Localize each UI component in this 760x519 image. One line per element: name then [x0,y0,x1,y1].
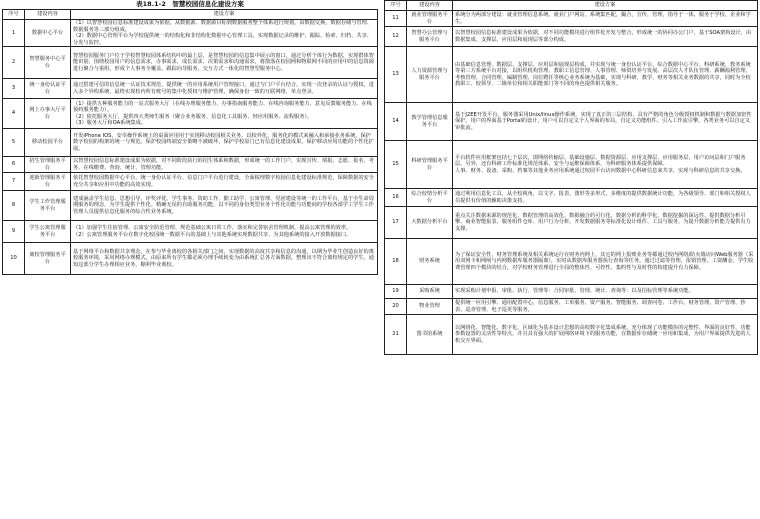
row-number: 7 [3,173,25,191]
row-number: 12 [385,27,407,47]
row-plan-content [453,315,758,355]
table-row [3,191,378,221]
plan-paragraph: 重点关注数据来源的规范化、数据管理的高效化、数据融合的可行化、数据分析的科学化、数据挖掘的深远性、提供数据分析引擎、商业智能报表、服务组件仓库、用户行为分析、开发数据服务等标准化设计组件、工具与服务，为提升数据分析能力提供有力支撑。 [455,212,751,232]
row-item-name: 统一身份认证平台 [25,79,71,99]
construction-plan-table-right [384,0,758,355]
header-content: 建设内容 [25,10,71,20]
table-header-row [3,10,378,20]
table-row [3,79,378,99]
row-item-name: 科研管理服务平台 [407,141,453,189]
row-number: 17 [385,207,407,239]
row-item-name: 学生工作管理服务平台 [25,191,71,221]
row-item-name: 移动校园平台 [25,129,71,157]
row-number: 8 [3,191,25,221]
table-row [3,173,378,191]
row-number: 3 [3,79,25,99]
row-number: 1 [3,20,25,47]
row-number: 4 [3,99,25,129]
plan-paragraph: 由基础信息管理、数据层、支撑层、应用层和展现层构成，并实现与统一身份认证平台、综合数据中心平台、科研系统、教务系统等第三方系统平台对接，以组织机构管理、教职工信息管理、人事管理、师资培养与发展、高层次人才队伍管理、薪酬福利管理、考核管理、合同管理、编制管理、岗位聘任等核心业务系统为基础，实现与科研、教学、财务等相关业务数据的共享，同时为全校教职工、校领导、二级单位和相关职能部门等不同的角色提供相关服务。 [455,61,751,87]
row-number: 9 [3,221,25,243]
row-item-name: 迎新管理服务平台 [25,173,71,191]
table-row [385,11,758,27]
row-item-name: 网上办事大厅平台 [25,99,71,129]
plan-paragraph: 以智慧校园信息标准建设成果为依据，对不同阶段执行的招生体系和数据，形成统一的工作门户，实现宣传、填报、志愿、报名、考务、在线缴费、查询、统计、管理功能。 [73,158,374,171]
row-plan-content [453,207,758,239]
table-row [3,20,378,47]
table-row [3,99,378,129]
table-row [385,189,758,207]
plan-paragraph: 平台软件应用框架包括七个层次，即网络传输层、基础设施层、数据资源层、应用支撑层、应用服务层、用户访问层和门户服务层。另外，还有科研工作标准化规范体系、安全与运维保障体系，为科研服务体系提供保障。 [455,154,746,168]
table-row [385,141,758,189]
row-item-name: 教学管理信息服务平台 [407,103,453,141]
row-plan-content [453,299,758,315]
table-row [3,243,378,275]
table-row [385,27,758,47]
plan-paragraph: 通过利用信息化工具，从全校视角，以文字、报表、图形等多形式，多维度的提供数据统计功能，为各级领导、部门和相关授权人员提供有价值的辅助决策支持。 [455,191,751,204]
row-number: 5 [3,129,25,157]
row-plan-content [453,239,758,285]
row-plan-content [71,173,378,191]
row-item-name: 人力资源管理与服务平台 [407,47,453,103]
table-row [385,299,758,315]
table-row [3,47,378,79]
row-number: 14 [385,103,407,141]
plan-paragraph: 基于网络平台和数据共享理念，在参与毕业离校的各相关部门之间，实现数据的高度共享和信息的沟通，以期为毕业生创造良好的离校服务环境，采用网络办理模式，由原来所有学生都必须办理手续转变为由系统汇总各方面数据，整理出不符合离校规定的学生，通知这部分学生办理相应业务，顺利毕业离校。 [73,248,374,268]
row-plan-content [71,243,378,275]
plan-paragraph: 以网络化、智能化、数字化、区域化为基本设计思想的高校数字化集成系统。充分体现了功能模块的完整性、界面的良好性、功能参数设置的灵活性等特点，并且具有强大的扩展网络环境下的服务功能，在数据库存储统一应用和集成，为用户界面提供先进的人机交互界面。 [455,324,751,344]
row-plan-content [71,191,378,221]
table-row [385,315,758,355]
row-item-name: 智慧服务中心平台 [25,47,71,79]
table-row [385,285,758,299]
row-item-name: 物业管理 [407,299,453,315]
row-number: 13 [385,47,407,103]
plan-paragraph: 智慧校园服务门户位于学校智慧校园体系结构中的最上层，是智慧校园的信息集中展示的窗口，通过分析个体行为数据，实现群体智能识别，围绕校园用户的信息需求，办事需求，成长需求，决策需求和沟通需求，将散落在校园网和物联网不同的应用中的信息资源进行聚合与重组，形成个人事务全覆盖，跟踪向导服务，交互方式一体化的智慧型服务中心。 [73,52,374,72]
row-item-name: 招生管理服务平台 [25,157,71,173]
plan-paragraph: 系统分为两部分建设：就业管理信息系统、就业门户网站。系统集匹配，撮合，宣传，管理，指导于一体，服务于学校、企业和学生。 [455,12,751,25]
row-plan-content [71,157,378,173]
table-row [385,239,758,285]
row-item-name: 图书馆系统 [407,315,453,355]
header-content: 建设内容 [407,1,453,11]
row-plan-content [71,129,378,157]
table-row [3,221,378,243]
right-table-column [384,0,758,355]
row-plan-content [453,141,758,189]
plan-paragraph: （2）公寓管理服务平台在数字化校园统一数据平台的基础上与其他系统实现数据共享，为其他系统的接入开放数据接口。 [73,231,352,238]
row-number: 18 [385,239,407,285]
table-row [385,207,758,239]
row-plan-content [453,11,758,27]
table-row [385,47,758,103]
header-no: 序号 [3,10,25,20]
row-number: 2 [3,47,25,79]
table-header-row [385,1,758,11]
table-row [3,157,378,173]
plan-paragraph: 建成涵盖学生信息、思想引导、评奖评优、学生事务、资助工作、勤工助学、公寓管理、党团建设等统一的工作平台，基于全生命周期服务的理念，为学生提供个性化、精确无误的自助服务功能，以不同的身份类型业务个性化功能与功能间的学校各部学工学生工作管理人员提供信息化服务的综合性业务系统。 [73,195,374,215]
table-title: 表18.1-2 智慧校园信息化建设方案 [136,0,244,8]
plan-paragraph: 基于J2EE开发平台，服务器采用Unix/linux操作系统，实现了真正的三层结构，具有严格的角色分级授权机制和数据与数据加密性保护。用户的界面基于Portal的设计，用户可以自定义个人界面的布局，自定义功能组件。引入工作流引擎，各类业务可以自定义审批流。 [455,111,752,131]
row-item-name: 综合校情分析平台 [407,189,453,207]
plan-paragraph: （3）服务大厅和OA系统集成。 [73,120,147,126]
row-number: 10 [3,243,25,275]
header-plan: 建设方案 [453,1,758,11]
row-number: 15 [385,141,407,189]
row-plan-content [71,20,378,47]
plan-paragraph: 依托智慧校园数据中心平台、统一身份认证平台、信息门户平台进行建设，全面梳理数字校园信息化建设标准规范，保障数据的安全充分共享和应用中功能的高效实现。 [73,175,374,188]
construction-plan-table-left [2,9,378,275]
plan-paragraph: 以智慧校园信息标准建设成果为依据，对不同功能模块进行组件化开发与整合，形成统一的协同办公门户，基于SOA架构设计，由数据集成、支撑层、应用层和展现层等部分构成。 [455,30,752,43]
plan-paragraph: （2）依托服务大厅，提供四大类师生服务（聚合业务服务、信息化工具服务、轻应用服务、流程服务）。 [73,113,313,120]
row-plan-content [71,99,378,129]
plan-paragraph: 实现采购计划申报、审批、执行、管理等：合同审批、管理、统计、查询等：以及招标管理等系统功能。 [455,288,694,295]
row-plan-content [453,189,758,207]
plan-paragraph: 提供统一应用引擎、通用配置中心，信息服务、工单服务、资产服务、智能服务、调查问卷、工作台、财务管理、资产管理、抄表、巡查管理、电子巡更等服务。 [455,300,746,313]
table-row [385,103,758,141]
plan-paragraph: （1）提供五种服务能力的一站式服务大厅（在线办理服务能力、办事指南服务能力、在线咨询服务能力、意见反馈服务能力、在线预约服务能力）。 [73,100,372,113]
row-number: 11 [385,11,407,27]
row-item-name: 采购系统 [407,285,453,299]
plan-paragraph: 开发iPhone IOS、安卓操作系统上的桌面应用用于实现移动校园相关业务。以校外化，服务化的模式来融入和承接业务系统，保护数字校园的构架的统一与规范。保护校园终端安全策略不被破坏，保护学校原门已有信息化建设成果，保护移动应用功能的个性化扩展。 [73,132,374,152]
row-item-name: 智慧办公管理与服务平台 [407,27,453,47]
row-plan-content [71,221,378,243]
plan-paragraph: （1）加强学生住宿管理、公寓安全防范管理、规范基础公寓日常工作，落实和完善宿舍管理机制，提高公寓管理的效率。 [73,225,352,231]
row-item-name: 学生公寓管理服务平台 [25,221,71,243]
header-no: 序号 [385,1,407,11]
row-number: 16 [385,189,407,207]
row-plan-content [453,27,758,47]
left-table-column [2,0,378,275]
row-plan-content [71,47,378,79]
row-number: 21 [385,315,407,355]
plan-paragraph: 通过搭建可信的信息统一认证技术规范，提供统一的应用系统用户管理接口，通过与门户平台结合，实现一次登录的认证与授权，进入多个异构系统，最终实现校内所有账号的集中化授权与维护管理，确保身份一致的互联网络，单点登录。 [73,82,374,95]
header-plan: 建设方案 [71,10,378,20]
row-plan-content [71,79,378,99]
row-number: 20 [385,299,407,315]
plan-paragraph: （1）以智慧校园信息标准建设成果为依据，从数据源、数据源目标到数据服务整个体系进行规划，由数据交换、数据存储与管理、数据服务等三部分组成。 [73,20,372,33]
row-item-name: 大数据分析平台 [407,207,453,239]
row-item-name: 离校管理服务平台 [25,243,71,275]
table-row [3,129,378,157]
row-plan-content [453,285,758,299]
row-plan-content [453,47,758,103]
row-item-name: 数据中心平台 [25,20,71,47]
plan-paragraph: 为了保证安全性，财务管理系统及相关系统运行在财务内网上，其它的网上报账业务等都通过校内网络/防火墙访问Web服务器（采用双网卡和网闸与内网数据库服务器隔离），实时从数据库服务器执行查询等任务。通过过滤等管理、报销管理、工资酬金、学生收费管理四个模块的结合，对学校财务管理进行全局的整体性、可控性、集约性与及时性的构建提升有力保障。 [455,251,754,271]
plan-paragraph: 人事、财务、设备、采购、档案等其他业务应用系统通过校园平台访问数据中心科研信息来共享，实现与科研信息的共享交换。 [455,167,746,174]
plan-paragraph: （2）数据中心管理平台为学校提供统一的结构化和非结构化数据中心管理工具，实现数据记录的维护、跟踪、检索、归档、共享、分发与监控。 [73,33,372,46]
row-item-name: 财务系统 [407,239,453,285]
row-number: 19 [385,285,407,299]
row-plan-content [453,103,758,141]
row-number: 6 [3,157,25,173]
row-item-name: 就业管理服务平台 [407,11,453,27]
